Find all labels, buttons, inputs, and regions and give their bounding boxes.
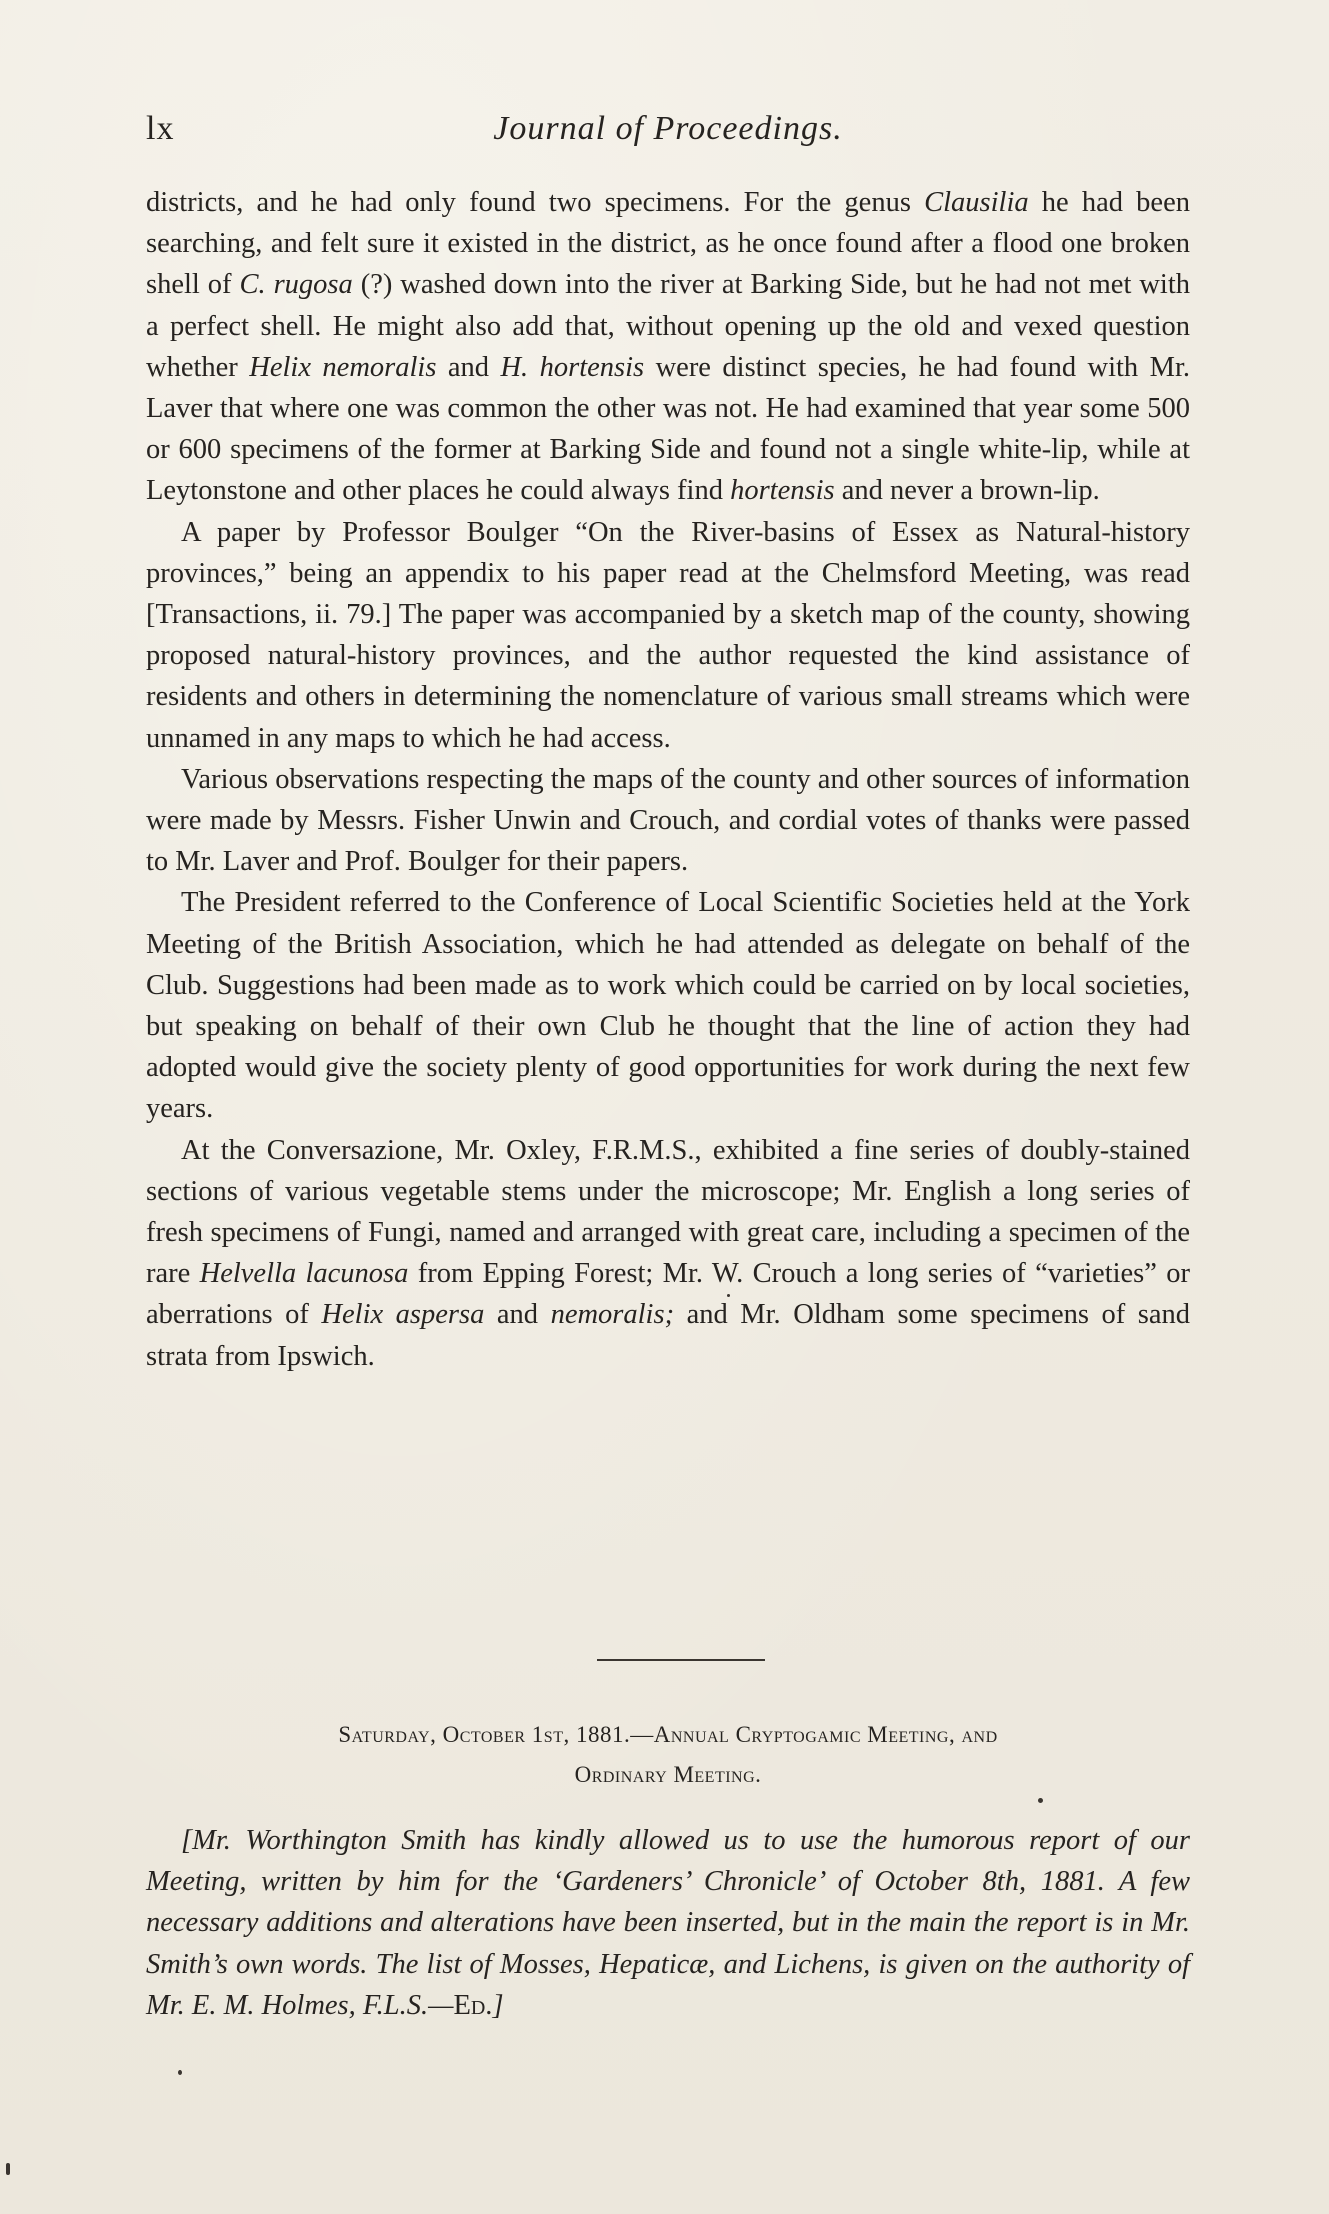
editorial-note-paragraph xyxy=(146,1820,1190,2026)
paragraph-3: Various observations respecting the maps of the county and other sources of information were made by Messrs. Fisher Unwin and Crouch, and cordial votes of thanks were passed to Mr. Laver and Prof. Boulger for their papers. xyxy=(146,763,1190,878)
paragraph-1 xyxy=(146,182,1190,512)
paragraph-1-text-4: and xyxy=(436,351,501,383)
paragraph-1-text-5: were distinct species, he had found with Mr. Laver that where one was common the other was not. He had examined that year some 500 or 600 specimens of the former at Barking Side and found not a single white-lip, while at Leytonstone and other places he could always find xyxy=(146,351,1191,507)
paragraph-5-text-4: and Mr. Oldham some specimens of sand strata from Ipswich. xyxy=(146,1299,1190,1372)
ink-speck xyxy=(178,2070,182,2075)
paragraph-5-text-2: from Epping Forest; Mr. W. Crouch a long series of “varieties” or aberrations of xyxy=(146,1258,1190,1331)
taxon-name: H. hortensis xyxy=(500,351,645,383)
editorial-note xyxy=(146,1820,1190,2026)
taxon-name: hortensis xyxy=(730,475,835,507)
ink-speck xyxy=(1038,1798,1043,1803)
closing-bracket: ] xyxy=(492,1989,504,2021)
meeting-heading-line-2: Ordinary Meeting. xyxy=(574,1762,762,1787)
taxon-name: nemoralis; xyxy=(550,1299,675,1331)
paragraph-1-text-3: (?) washed down into the river at Barking Side, but he had not met with a perfect shell. He might also add that, without opening up the old and vexed question whether xyxy=(146,269,1190,383)
taxon-name: Helix aspersa xyxy=(321,1299,485,1331)
paragraph-1-text-2: he had been searching, and felt sure it existed in the district, as he once found after a flood one broken shell of xyxy=(146,187,1190,301)
taxon-name: Clausilia xyxy=(924,187,1029,218)
paragraph-1-text-1: districts, and he had only found two specimens. For the genus xyxy=(146,187,925,218)
editor-signature: Ed. xyxy=(453,1989,493,2021)
ink-speck xyxy=(727,1294,730,1297)
page-header xyxy=(146,110,1190,160)
paragraph-2: A paper by Professor Boulger “On the River-basins of Essex as Natural-history provinces,” being an appendix to his paper read at the Chelmsford Meeting, was read [Transactions, ii. 79.] The paper was accompanied by a sketch map of the county, showing proposed natural-history provinces, and the author requested the kind assistance of residents and others in determining the nomenclature of various small streams which were unnamed in any maps to which he had access. xyxy=(146,516,1190,754)
paragraph-4: The President referred to the Conference of Local Scientific Societies held at the York Meeting of the British Association, which he had attended as delegate on behalf of the Club. Suggestions had been made as to work which could be carried on by local societies, but speaking on behalf of their own Club he thought that the line of action they had adopted would give the society plenty of good opportunities for work during the next few years. xyxy=(146,887,1190,1125)
taxon-name: Helvella lacunosa xyxy=(199,1258,409,1290)
section-divider xyxy=(597,1659,765,1661)
paragraph-5-text-1: At the Conversazione, Mr. Oxley, F.R.M.S., exhibited a fine series of doubly-stained sections of various vegetable stems under the microscope; Mr. English a long series of fresh specimens of Fungi, named and arranged with great care, including a specimen of the rare xyxy=(146,1134,1190,1290)
paragraph-1-text-6: and never a brown-lip. xyxy=(834,475,1100,507)
body-text xyxy=(146,182,1190,1377)
editorial-note-text: [Mr. Worthington Smith has kindly allowed us to use the humorous report of our Meeting, written by him for the ‘Gardeners’ Chronicle’ of October 8th, 1881. A few necessary additions and alterations have been inserted, but in the main the report is in Mr. Smith’s own words. The list of Mosses, Hepaticæ, and Lichens, is given on the authority of Mr. E. M. Holmes, F.L.S.— xyxy=(146,1825,1190,2021)
running-title: Journal of Proceedings. xyxy=(493,110,843,147)
meeting-heading-line-1: Saturday, October 1st, 1881.—Annual Cryptogamic Meeting, and xyxy=(338,1722,998,1747)
meeting-heading xyxy=(146,1715,1190,1795)
taxon-name: Helix nemoralis xyxy=(249,351,437,383)
ink-speck xyxy=(6,2163,10,2175)
page-number: lx xyxy=(146,110,175,147)
taxon-name: C. rugosa xyxy=(239,269,353,301)
paragraph-5 xyxy=(146,1130,1190,1377)
paragraph-5-text-3: and xyxy=(484,1299,551,1331)
